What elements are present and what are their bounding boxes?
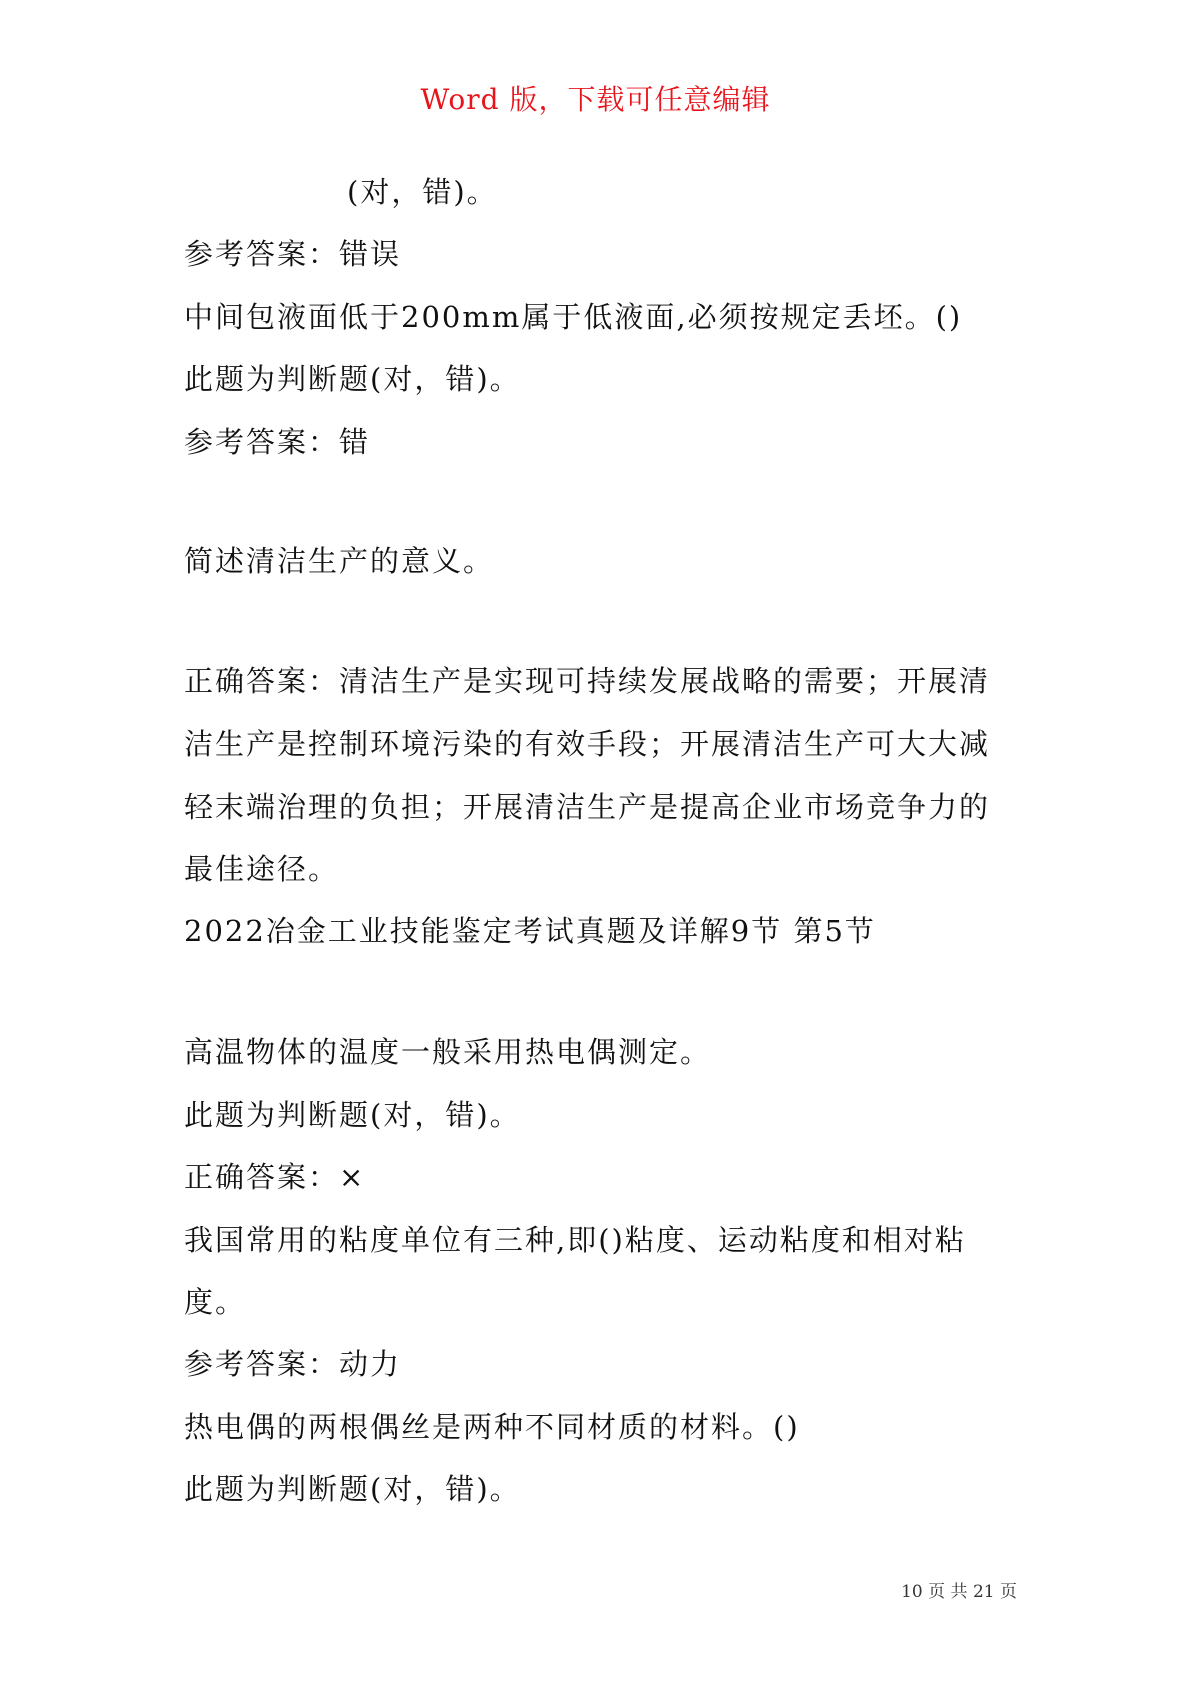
text-line: 正确答案：清洁生产是实现可持续发展战略的需要；开展清 (184, 664, 991, 698)
text-line: 最佳途径。 (184, 852, 340, 886)
text-line: 我国常用的粘度单位有三种,即()粘度、运动粘度和相对粘 (184, 1223, 966, 1257)
text-line: 参考答案：动力 (184, 1347, 402, 1381)
text-line: 正确答案：× (184, 1160, 366, 1194)
text-line: 简述清洁生产的意义。 (184, 544, 495, 578)
text-line: 中间包液面低于200mm属于低液面,必须按规定丢坯。() (184, 300, 963, 334)
text-line: 此题为判断题(对，错)。 (184, 1472, 521, 1506)
text-line: 度。 (184, 1285, 247, 1319)
text-line: 参考答案：错误 (184, 237, 402, 271)
text-line: 此题为判断题(对，错)。 (184, 362, 521, 396)
text-line: (对，错)。 (347, 175, 498, 209)
text-line: 高温物体的温度一般采用热电偶测定。 (184, 1035, 712, 1069)
page-header: Word 版，下载可任意编辑 (420, 83, 771, 116)
section-heading: 2022冶金工业技能鉴定考试真题及详解9节 第5节 (184, 914, 876, 948)
text-line: 洁生产是控制环境污染的有效手段；开展清洁生产可大大减 (184, 727, 991, 761)
text-line: 参考答案：错 (184, 425, 371, 459)
text-line: 此题为判断题(对，错)。 (184, 1098, 521, 1132)
text-line: 热电偶的两根偶丝是两种不同材质的材料。() (184, 1410, 800, 1444)
text-line: 轻末端治理的负担；开展清洁生产是提高企业市场竞争力的 (184, 790, 991, 824)
page-number: 10 页 共 21 页 (901, 1582, 1017, 1602)
